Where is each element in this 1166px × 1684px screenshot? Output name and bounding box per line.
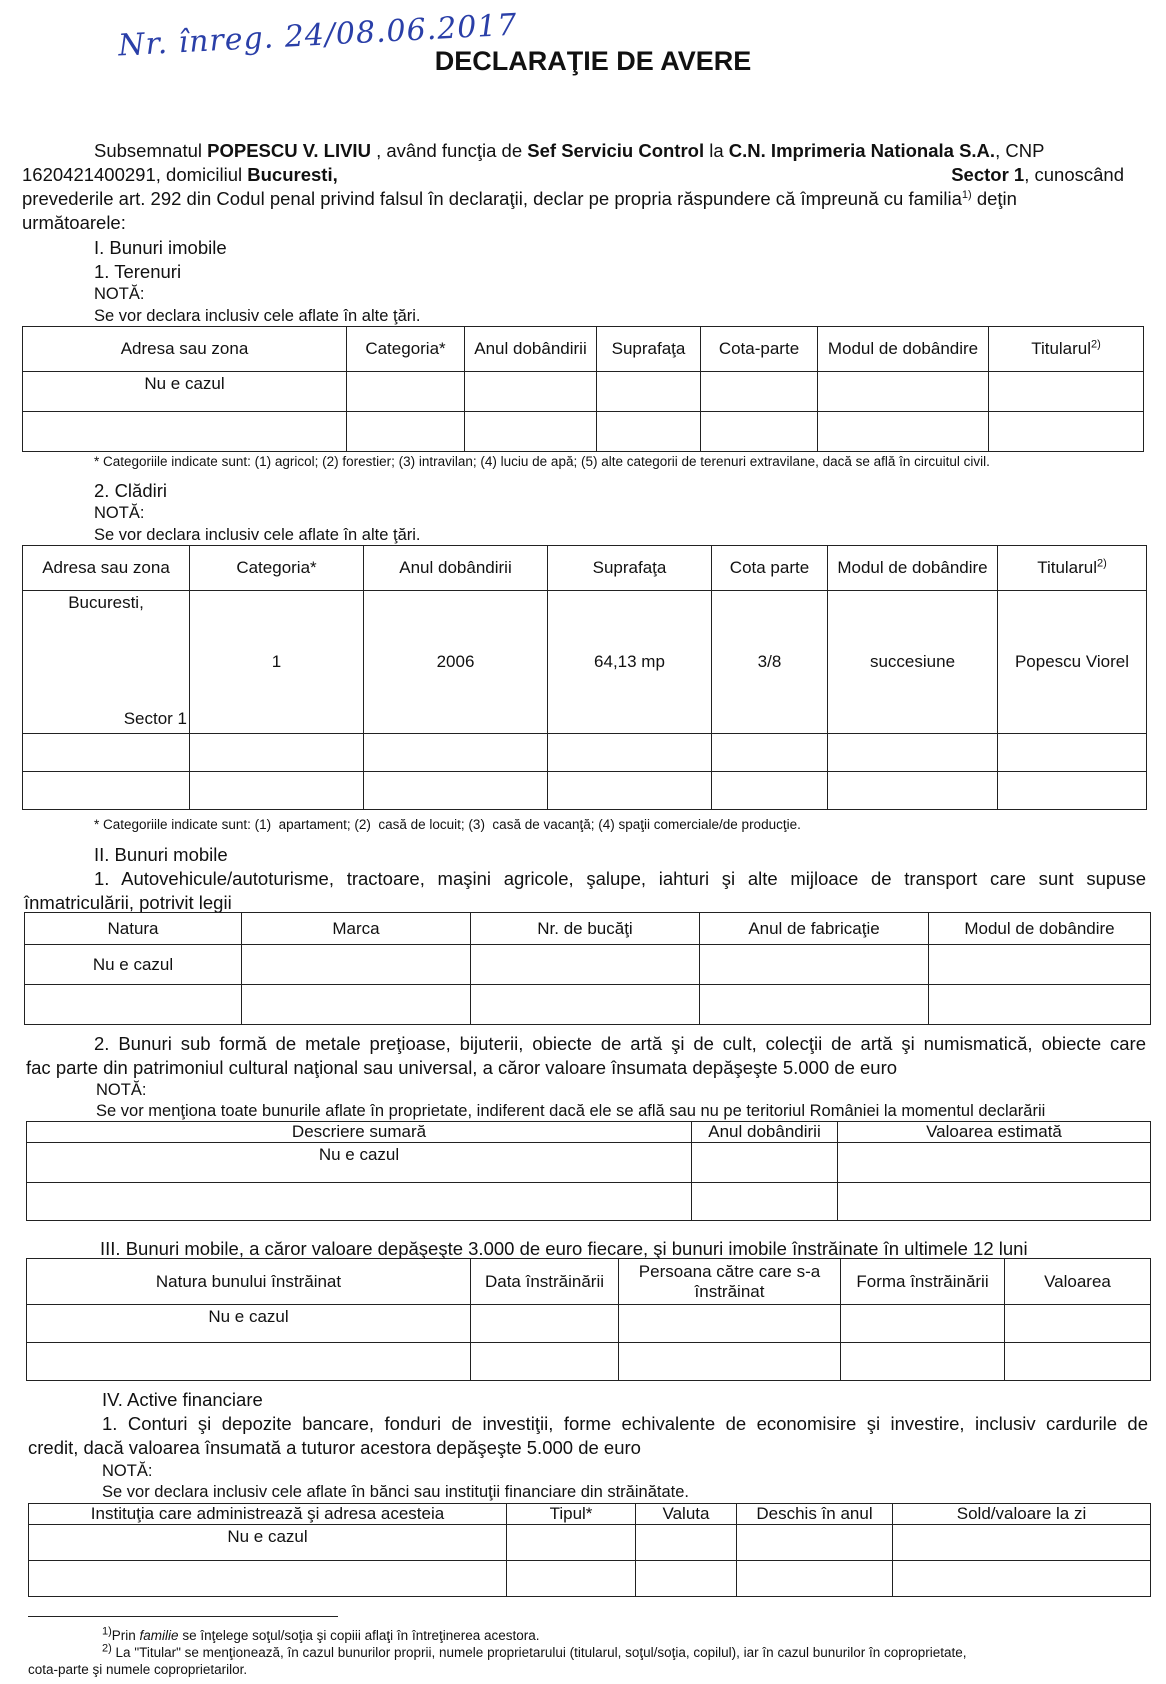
terenuri-note-label: NOTĂ: [94, 285, 145, 303]
cell: 64,13 mp [548, 591, 712, 734]
financial-note: Se vor declara inclusiv cele aflate în bănci sau instituţii financiare din străinătate. [102, 1483, 689, 1501]
cell: 1 [190, 591, 364, 734]
col-header: Tipul* [507, 1504, 636, 1525]
col-header: Anul dobândirii [364, 546, 548, 591]
col-header: Nr. de bucăţi [471, 913, 700, 945]
col-header: Forma înstrăinării [841, 1259, 1005, 1305]
intro-line-4: următoarele: [22, 212, 126, 233]
cell: 2006 [364, 591, 548, 734]
intro-line-3: prevederile art. 292 din Codul penal privind falsul în declaraţii, declar pe propria răspundere că împreună cu familia$^{1)}$ deţin [22, 188, 1017, 209]
table-row [27, 1183, 1151, 1221]
domicile-city: Bucuresti, [247, 164, 338, 185]
declarant-name: POPESCU V. LIVIU [207, 140, 371, 161]
col-header: Adresa sau zona [23, 327, 347, 372]
col-header: Categoria* [190, 546, 364, 591]
cladiri-table [22, 545, 1147, 810]
financial-table [28, 1503, 1151, 1597]
footnote-1: $^{1)}$Prin familie se înţelege soţul/soţia şi copiii aflaţi în întreţinerea acestora. [102, 1625, 540, 1643]
cell: succesiune [828, 591, 998, 734]
col-header: Adresa sau zona [23, 546, 190, 591]
col-header: Suprafaţa [597, 327, 701, 372]
title-text: DECLARAŢIE DE AVERE [434, 46, 752, 76]
section-3-heading: III. Bunuri mobile, a căror valoare depăşeşte 3.000 de euro fiecare, şi bunuri imobile înstrăinate în ultimele 12 luni [100, 1238, 1028, 1259]
terenuri-table [22, 326, 1144, 452]
col-header: Modul de dobândire [828, 546, 998, 591]
col-header: Natura bunului înstrăinat [27, 1259, 471, 1305]
vehicles-line-2: înmatriculării, potrivit legii [24, 892, 232, 913]
cell: Popescu Viorel [998, 591, 1147, 734]
financial-note-label: NOTĂ: [102, 1462, 153, 1480]
cladiri-note: Se vor declara inclusiv cele aflate în alte ţări. [94, 526, 421, 544]
table-row [23, 412, 1144, 452]
col-header: Anul de fabricaţie [700, 913, 929, 945]
cladiri-footnote: * Categoriile indicate sunt: (1) apartament; (2) casă de locuit; (3) casă de vacanţă; (4) spaţii comerciale/de producţie. [94, 817, 801, 832]
col-header: Sold/valoare la zi [893, 1504, 1151, 1525]
col-header: Instituţia care administrează şi adresa acesteia [29, 1504, 507, 1525]
table-row [23, 772, 1147, 810]
cell: Nu e cazul [25, 945, 242, 985]
table-row [23, 591, 1147, 734]
footnote-2: $^{2)}$ La "Titular" se menţionează, în cazul bunurilor proprii, numele proprietarului (titularul, soţul/soţia, copilul), iar în cazul bunurilor în coproprietate, [102, 1642, 967, 1660]
vehicles-table [24, 912, 1151, 1025]
cell: Nu e cazul [27, 1143, 692, 1183]
footnote-2-cont: cota-parte şi numele coproprietarilor. [28, 1662, 248, 1677]
financial-line-1: 1. Conturi şi depozite bancare, fonduri de investiţii, forme echivalente de economisire şi investire, inclusiv cardurile de [102, 1413, 1148, 1434]
vehicles-line-1: 1. Autovehicule/autoturisme, tractoare, maşini agricole, şalupe, iahturi şi alte mijloace de transport care sunt supuse [94, 868, 1146, 889]
page-title [0, 46, 1166, 77]
terenuri-heading: 1. Terenuri [94, 261, 182, 282]
col-header: Titularul$^{2)}$ [998, 546, 1147, 591]
col-header: Anul dobândirii [465, 327, 597, 372]
valuables-line-2: fac parte din patrimoniul cultural naţional sau universal, a căror valoare însumata depăşeşte 5.000 de euro [26, 1057, 898, 1078]
section-2-heading: II. Bunuri mobile [94, 844, 228, 865]
table-row [23, 372, 1144, 412]
table-row [25, 945, 1151, 985]
table-row [27, 1305, 1151, 1343]
table-row [27, 1143, 1151, 1183]
cell: Nu e cazul [23, 372, 347, 412]
financial-line-2: credit, dacă valoarea însumată a tuturor acestora depăşeşte 5.000 de euro [28, 1437, 641, 1458]
col-header: Cota parte [712, 546, 828, 591]
col-header: Valoarea [1005, 1259, 1151, 1305]
col-header: Cota-parte [701, 327, 818, 372]
col-header: Natura [25, 913, 242, 945]
section-1-heading: I. Bunuri imobile [94, 237, 227, 258]
cladiri-note-label: NOTĂ: [94, 504, 145, 522]
terenuri-note: Se vor declara inclusiv cele aflate în alte ţări. [94, 307, 421, 325]
col-header: Categoria* [347, 327, 465, 372]
col-header: Marca [242, 913, 471, 945]
table-row [27, 1343, 1151, 1381]
cell: Nu e cazul [29, 1525, 507, 1561]
terenuri-footnote: * Categoriile indicate sunt: (1) agricol; (2) forestier; (3) intravilan; (4) luciu de apă; (5) alte categorii de terenuri extravilane, dacă se află în circuitul civil. [94, 454, 990, 469]
registration-number: Nr. înreg. 24/08.06.2017 [117, 7, 519, 64]
declarant-function: Sef Serviciu Control [527, 140, 705, 161]
valuables-line-1: 2. Bunuri sub formă de metale preţioase, bijuterii, obiecte de artă şi de cult, colecţii de artă şi numismatică, obiecte care [94, 1033, 1146, 1054]
valuables-table [26, 1121, 1151, 1221]
col-header: Descriere sumară [27, 1122, 692, 1143]
col-header: Suprafaţa [548, 546, 712, 591]
footnote-divider [28, 1616, 338, 1617]
table-row [23, 734, 1147, 772]
cell-address: Bucuresti, Sector 1 [23, 591, 190, 734]
section-4-heading: IV. Active financiare [102, 1389, 263, 1410]
col-header: Anul dobândirii [692, 1122, 838, 1143]
table-row [25, 985, 1151, 1025]
col-header: Deschis în anul [737, 1504, 893, 1525]
col-header: Valoarea estimată [838, 1122, 1151, 1143]
col-header: Modul de dobândire [929, 913, 1151, 945]
declarant-institution: C.N. Imprimeria Nationala S.A. [728, 140, 996, 161]
col-header: Modul de dobândire [818, 327, 989, 372]
cladiri-heading: 2. Clădiri [94, 480, 167, 501]
col-header: Data înstrăinării [471, 1259, 619, 1305]
cell: Nu e cazul [27, 1305, 471, 1343]
valuables-note: Se vor menţiona toate bunurile aflate în proprietate, indiferent dacă ele se află sau nu pe teritoriul României la momentul declarării [96, 1102, 1046, 1120]
cnp-text: 1620421400291, domiciliul [22, 164, 248, 185]
col-header: Titularul$^{2)}$ [989, 327, 1144, 372]
intro-line-1: Subsemnatul POPESCU V. LIVIU , având funcţia de Sef Serviciu Control la C.N. Imprimeria Nationala S.A., CNP [94, 140, 1045, 161]
cell: 3/8 [712, 591, 828, 734]
alienated-goods-table [26, 1258, 1151, 1381]
col-header: Valuta [636, 1504, 737, 1525]
table-row [29, 1525, 1151, 1561]
table-row [29, 1561, 1151, 1597]
col-header: Persoana către care s-a înstrăinat [619, 1259, 841, 1305]
domicile-sector: Sector 1 [951, 164, 1025, 185]
valuables-note-label: NOTĂ: [96, 1081, 147, 1099]
intro-line-2: 1620421400291, domiciliul Bucuresti, Sector 1, cunoscând [22, 164, 1124, 185]
